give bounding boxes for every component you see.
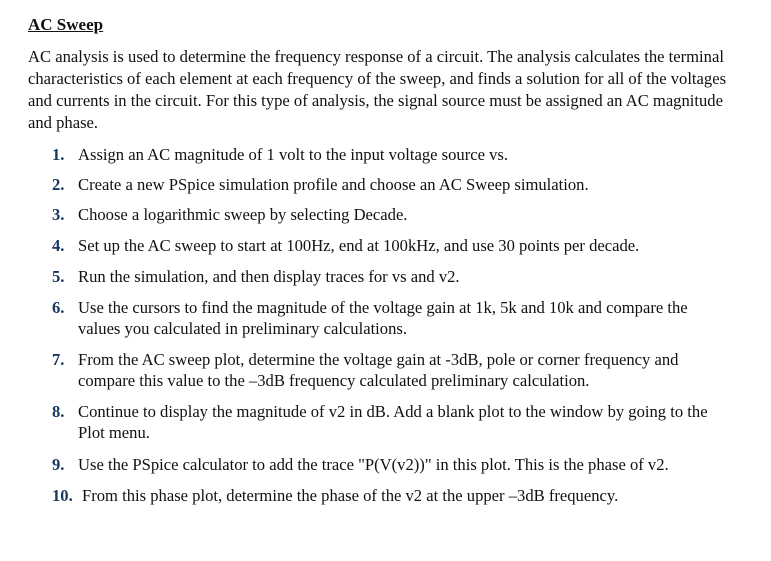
step-text: Continue to display the magnitude of v2 in dB. Add a blank plot to the window by going to the Plot menu. — [78, 402, 708, 442]
step-text: Choose a logarithmic sweep by selecting Decade. — [78, 205, 408, 224]
step-number: 6. — [52, 298, 65, 317]
step-text: Use the cursors to find the magnitude of the voltage gain at 1k, 5k and 10k and compare the values you calculated in preliminary calculations. — [78, 298, 688, 338]
list-item — [28, 401, 731, 443]
step-text: From the AC sweep plot, determine the voltage gain at -3dB, pole or corner frequency and compare this value to the –3dB frequency calculated preliminary calculation. — [78, 350, 679, 390]
list-item — [28, 204, 731, 225]
step-text: Set up the AC sweep to start at 100Hz, end at 100kHz, and use 30 points per decade. — [78, 236, 640, 255]
list-item — [28, 297, 731, 339]
step-text: Run the simulation, and then display traces for vs and v2. — [78, 267, 460, 286]
step-number: 8. — [52, 402, 65, 421]
step-text: From this phase plot, determine the phase of the v2 at the upper –3dB frequency. — [82, 486, 619, 505]
list-item — [28, 454, 731, 475]
list-item — [28, 485, 731, 506]
step-text: Use the PSpice calculator to add the trace "P(V(v2))" in this plot. This is the phase of v2. — [78, 455, 669, 474]
step-number: 10. — [52, 486, 73, 505]
section-heading: AC Sweep — [28, 15, 104, 34]
step-number: 7. — [52, 350, 65, 369]
list-item — [28, 266, 731, 287]
steps-list — [28, 144, 731, 506]
list-item — [28, 144, 731, 165]
list-item — [28, 174, 731, 195]
step-number: 5. — [52, 267, 65, 286]
step-text: Assign an AC magnitude of 1 volt to the input voltage source vs. — [78, 145, 509, 164]
step-number: 2. — [52, 175, 65, 194]
list-item — [28, 235, 731, 256]
intro-paragraph: AC analysis is used to determine the frequency response of a circuit. The analysis calculates the terminal characteristics of each element at each frequency of the sweep, and finds a solution for all of the voltages and currents in the circuit. For this type of analysis, the signal source must be assigned an AC magnitude and phase. — [28, 47, 727, 132]
step-number: 3. — [52, 205, 65, 224]
step-number: 1. — [52, 145, 65, 164]
step-number: 4. — [52, 236, 65, 255]
list-item — [28, 349, 731, 391]
step-text: Create a new PSpice simulation profile and choose an AC Sweep simulation. — [78, 175, 589, 194]
step-number: 9. — [52, 455, 65, 474]
